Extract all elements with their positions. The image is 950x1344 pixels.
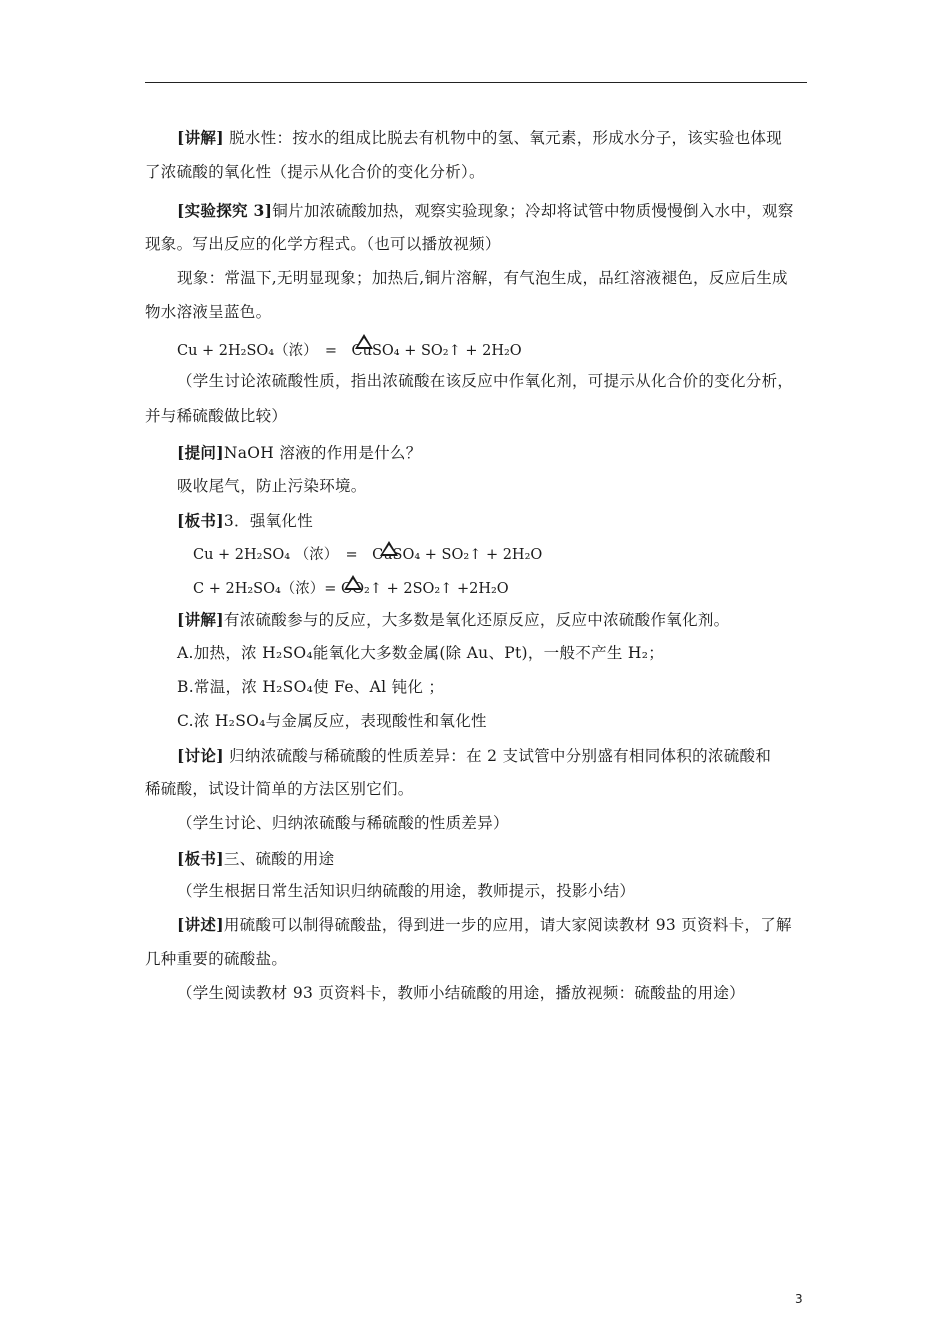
paragraph-line: （学生讨论、归纳浓硫酸与稀硫酸的性质差异） [177, 814, 509, 832]
header-rule [145, 82, 807, 83]
section-tag: [讲解] [177, 128, 224, 147]
section-tag: [实验探究 3] [177, 201, 273, 220]
heat-triangle-icon [344, 575, 362, 590]
paragraph-line: [讲述]用硫酸可以制得硫酸盐，得到进一步的应用，请大家阅读教材 93 页资料卡，了解 [177, 915, 792, 934]
section-tag: [讨论] [177, 746, 224, 765]
paragraph-line: 现象。写出反应的化学方程式。（也可以播放视频） [145, 235, 501, 253]
paragraph-line: [讲解] 脱水性：按水的组成比脱去有机物中的氢、氧元素，形成水分子，该实验也体现 [177, 128, 783, 147]
heat-triangle-icon [355, 334, 373, 349]
paragraph-line: 了浓硫酸的氧化性（提示从化合价的变化分析）。 [145, 163, 485, 181]
paragraph-line: [板书]3．强氧化性 [177, 511, 314, 530]
paragraph-line: 物水溶液呈蓝色。 [145, 303, 272, 321]
paragraph-line: （学生阅读教材 93 页资料卡，教师小结硫酸的用途，播放视频：硫酸盐的用途） [177, 984, 745, 1002]
section-tag: [板书] [177, 511, 224, 530]
paragraph-line: [讲解]有浓硫酸参与的反应，大多数是氧化还原反应，反应中浓硫酸作氧化剂。 [177, 610, 730, 629]
equation: Cu + 2H₂SO₄（浓） = CuSO₄ + SO₂↑ + 2H₂O [177, 343, 522, 359]
paragraph-line: C.浓 H₂SO₄与金属反应，表现酸性和氧化性 [177, 712, 487, 730]
paragraph-line: A.加热，浓 H₂SO₄能氧化大多数金属(除 Au、Pt)，一般不产生 H₂； [177, 644, 665, 662]
heat-triangle-icon [380, 541, 398, 556]
equation: C + 2H₂SO₄（浓）= CO₂↑ + 2SO₂↑ +2H₂O [193, 581, 509, 597]
page-number: 3 [795, 1292, 803, 1306]
paragraph-line: 稀硫酸，试设计简单的方法区别它们。 [145, 780, 414, 798]
section-tag: [板书] [177, 849, 224, 868]
section-tag: [提问] [177, 443, 224, 462]
paragraph-line: 并与稀硫酸做比较） [145, 407, 288, 425]
paragraph-line: 现象：常温下,无明显现象；加热后,铜片溶解，有气泡生成，品红溶液褪色，反应后生成 [177, 269, 788, 287]
paragraph-line: [提问]NaOH 溶液的作用是什么？ [177, 443, 422, 462]
equation: Cu + 2H₂SO₄ （浓） = CuSO₄ + SO₂↑ + 2H₂O [193, 547, 543, 563]
paragraph-line: [实验探究 3]铜片加浓硫酸加热，观察实验现象；冷却将试管中物质慢慢倒入水中，观察 [177, 201, 794, 220]
paragraph-line: 几种重要的硫酸盐。 [145, 950, 288, 968]
section-tag: [讲述] [177, 915, 224, 934]
paragraph-line: [板书]三、硫酸的用途 [177, 849, 335, 868]
paragraph-line: B.常温，浓 H₂SO₄使 Fe、Al 钝化 ； [177, 678, 445, 696]
paragraph-line: [讨论] 归纳浓硫酸与稀硫酸的性质差异：在 2 支试管中分别盛有相同体积的浓硫酸和 [177, 746, 772, 765]
paragraph-line: （学生根据日常生活知识归纳硫酸的用途，教师提示，投影小结） [177, 882, 636, 900]
paragraph-line: （学生讨论浓硫酸性质，指出浓硫酸在该反应中作氧化剂，可提示从化合价的变化分析， [177, 372, 794, 390]
paragraph-line: 吸收尾气，防止污染环境。 [177, 477, 367, 495]
section-tag: [讲解] [177, 610, 224, 629]
